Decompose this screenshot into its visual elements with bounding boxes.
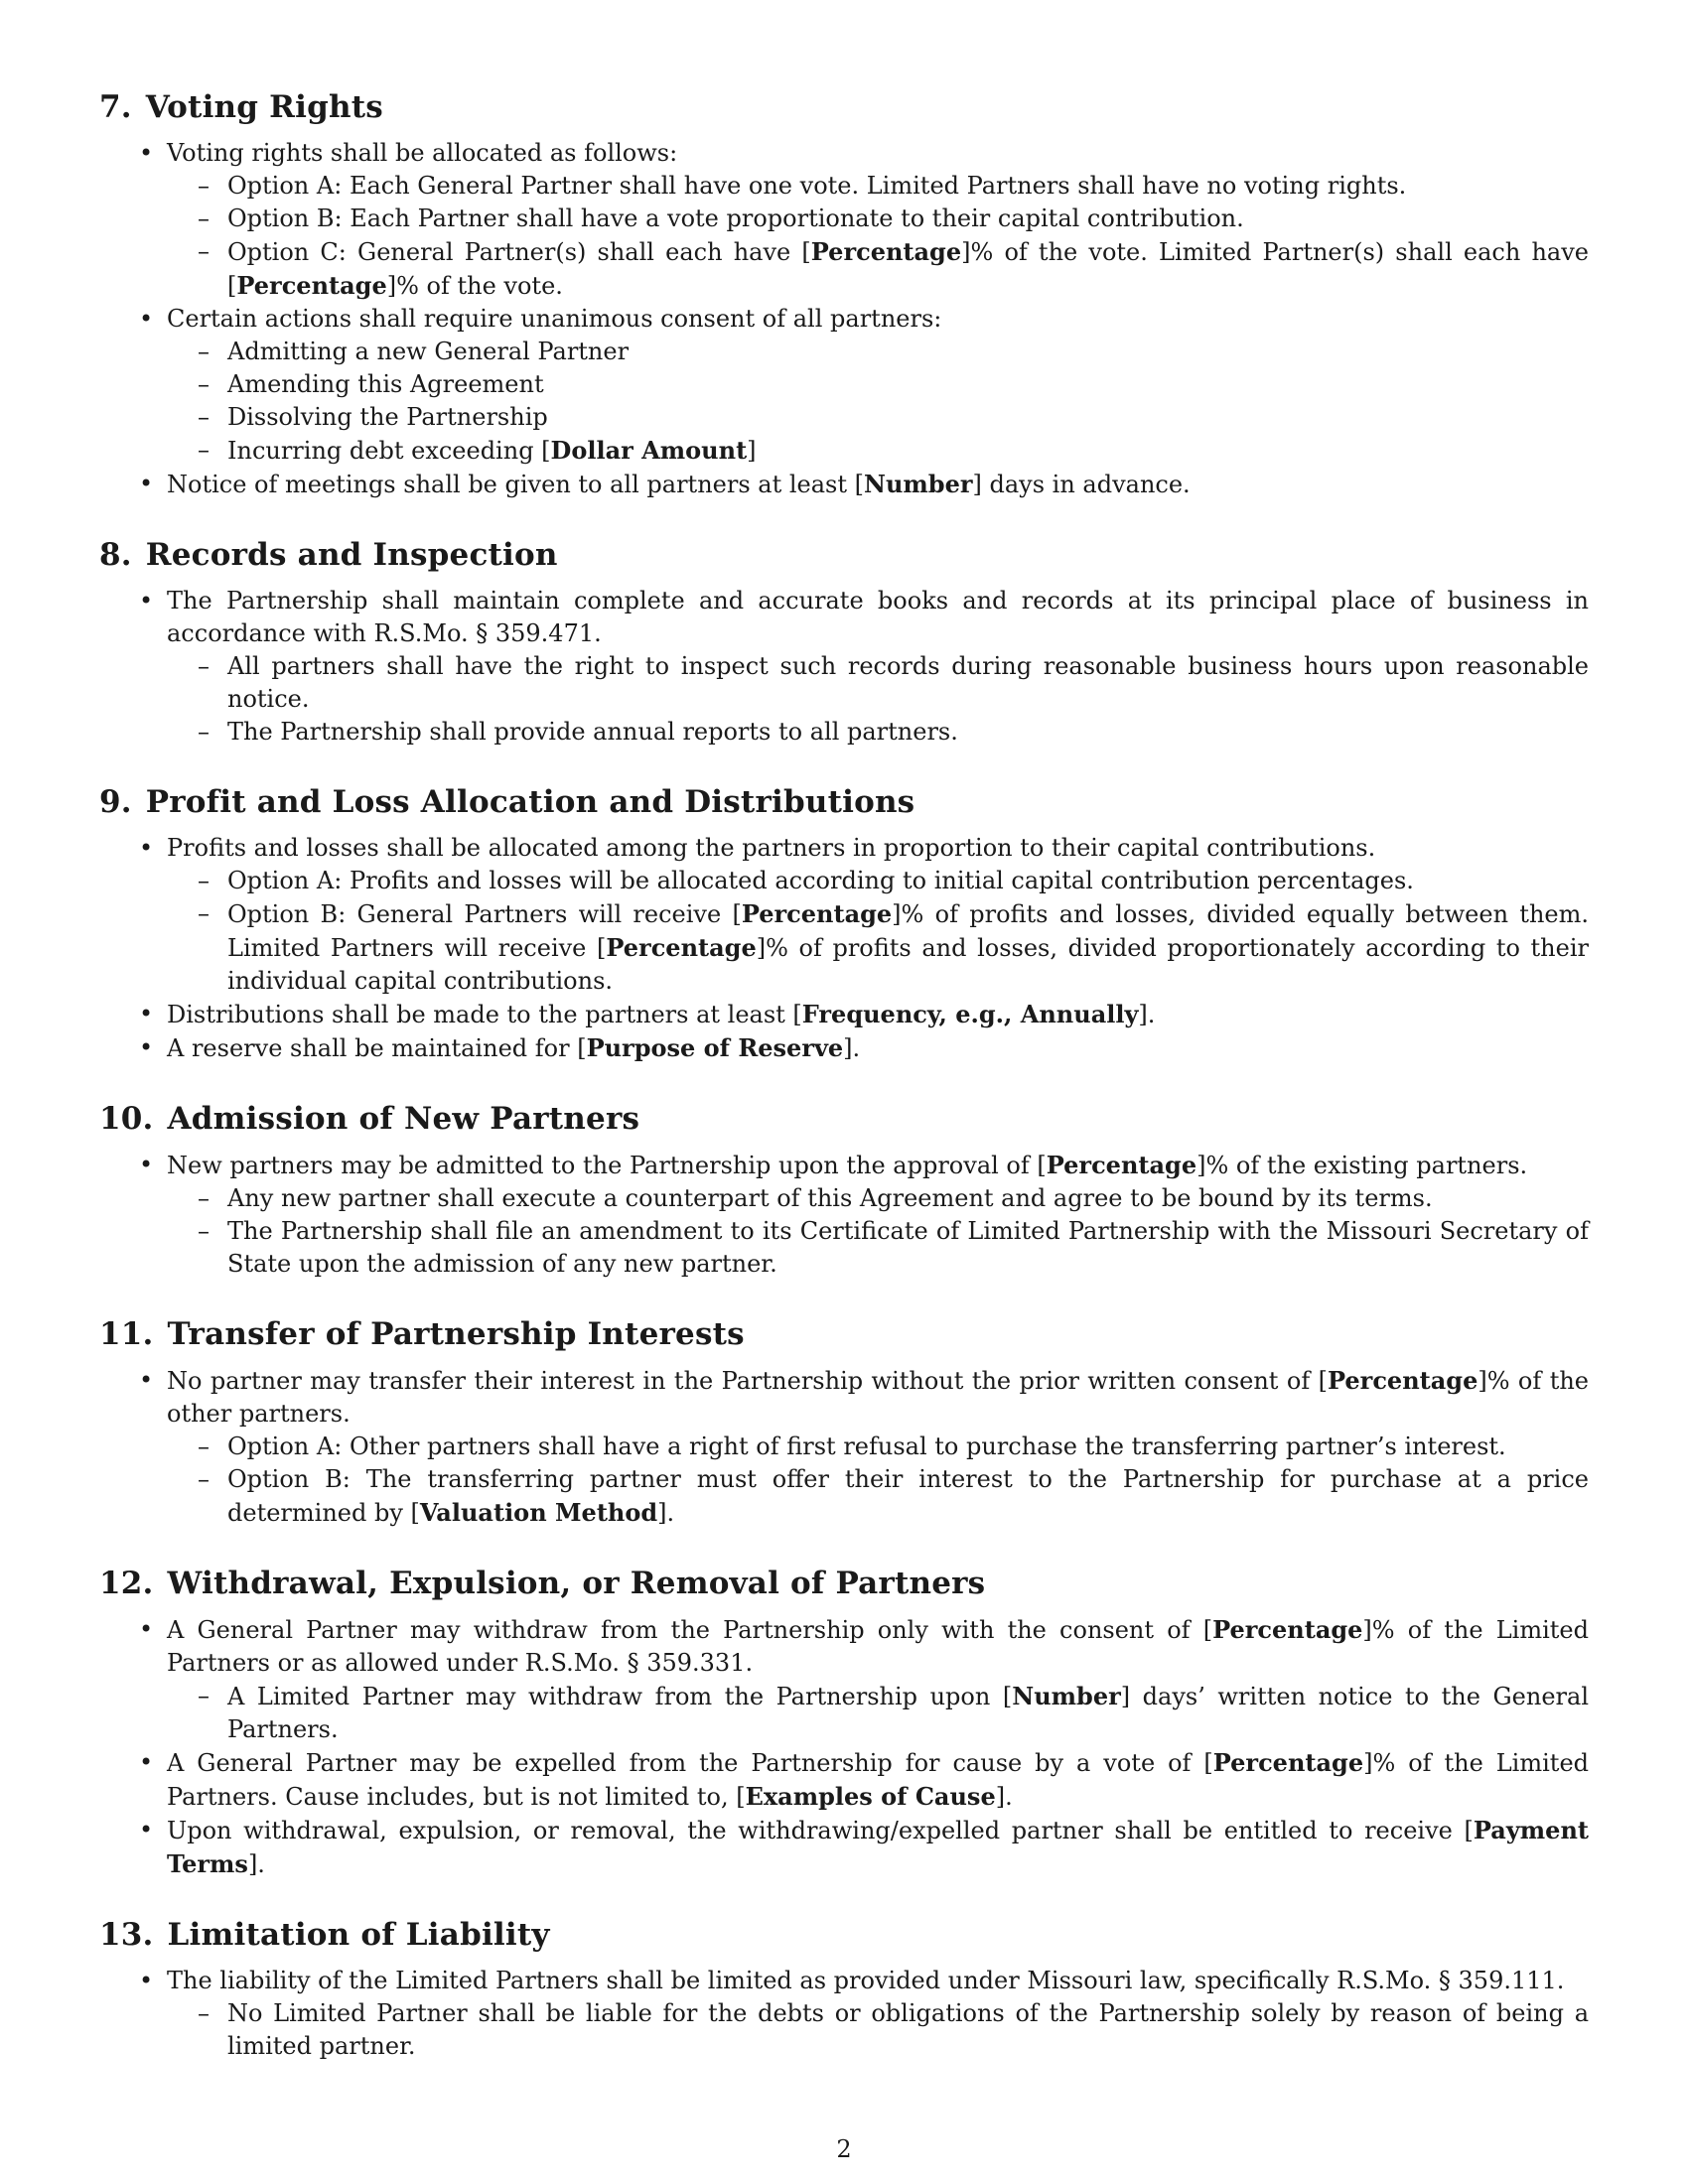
text-run: ]. [247, 1850, 265, 1878]
sub-list [167, 1431, 1589, 1530]
section-title: Profit and Loss Allocation and Distributions [145, 784, 915, 820]
text-run: Notice of meetings shall be given to all partners at least [ [167, 471, 864, 498]
document-body [99, 87, 1589, 2097]
sub-item [227, 235, 1589, 303]
bullet-list [99, 832, 1589, 1065]
section-heading [99, 782, 1589, 822]
text-run: ]% of the vote. Limited Partner(s) shall each have [ [227, 238, 1590, 300]
placeholder-field: Number [864, 470, 973, 498]
text-run: A General Partner may be expelled from the Partnership for cause by a vote of [ [167, 1749, 1213, 1777]
text-run: ]. [843, 1034, 861, 1062]
section-7 [99, 87, 1589, 501]
text-run: Certain actions shall require unanimous consent of all partners: [167, 305, 942, 333]
bullet-item [167, 1613, 1589, 1746]
section-number: 10. [99, 1101, 154, 1137]
bullet-text [167, 1152, 1527, 1179]
sub-list [167, 865, 1589, 998]
sub-item [227, 1182, 1589, 1215]
text-run: ]% of profits and losses, divided equally between them. Limited Partners will receive [ [227, 900, 1589, 962]
placeholder-field: Percentage [236, 271, 387, 300]
text-run: Option C: General Partner(s) shall each have [ [227, 238, 811, 266]
bullet-text [167, 1817, 1589, 1878]
bullet-text [167, 1616, 1589, 1677]
text-run: ]% of the Limited Partners or as allowed under R.S.Mo. § 359.331. [167, 1616, 1590, 1677]
section-number: 13. [99, 1917, 154, 1953]
text-run: Profits and losses shall be allocated among the partners in proportion to their capital contributions. [167, 834, 1376, 862]
bullet-item [167, 1149, 1589, 1281]
bullet-item [167, 303, 1589, 468]
section-title: Withdrawal, Expulsion, or Removal of Partners [167, 1566, 986, 1601]
text-run: ]% of profits and losses, divided proportionately according to their individual capital contributions. [227, 934, 1589, 995]
section-heading [99, 535, 1589, 575]
bullet-item [167, 468, 1589, 501]
placeholder-field: Percentage [1046, 1151, 1197, 1179]
text-run: All partners shall have the right to inspect such records during reasonable business hours upon reasonable notice. [227, 652, 1589, 713]
text-run: No partner may transfer their interest in the Partnership without the prior written consent of [ [167, 1367, 1328, 1395]
placeholder-field: Percentage [606, 933, 757, 962]
text-run: Option B: Each Partner shall have a vote proportionate to their capital contribution. [227, 205, 1244, 232]
text-run: The Partnership shall maintain complete and accurate books and records at its principal place of business in accordance with R.S.Mo. § 359.471. [167, 587, 1589, 647]
text-run: ]. [1138, 1001, 1156, 1028]
text-run: ]% of the existing partners. [1196, 1152, 1528, 1179]
text-run: Option B: The transferring partner must offer their interest to the Partnership for purchase at a price determined by [ [227, 1465, 1589, 1527]
text-run: ] days in advance. [972, 471, 1191, 498]
section-heading [99, 1314, 1589, 1354]
sub-list [167, 1182, 1589, 1281]
placeholder-field: Percentage [1212, 1748, 1364, 1777]
bullet-text [167, 834, 1375, 862]
text-run: ]. [657, 1499, 675, 1527]
placeholder-field: Frequency, e.g., Annually [801, 1000, 1139, 1028]
text-run: A General Partner may withdraw from the Partnership only with the consent of [ [167, 1616, 1213, 1644]
page-number: 2 [836, 2135, 852, 2163]
bullet-item [167, 1364, 1589, 1530]
text-run: ]% of the other partners. [167, 1367, 1589, 1428]
section-title: Records and Inspection [145, 537, 558, 573]
bullet-text [167, 139, 677, 167]
placeholder-field: Dollar Amount [550, 436, 748, 465]
text-run: Incurring debt exceeding [ [227, 437, 551, 465]
section-number: 7. [99, 89, 132, 125]
text-run: A reserve shall be maintained for [ [167, 1034, 587, 1062]
section-12 [99, 1564, 1589, 1881]
bullet-item [167, 1965, 1589, 2063]
text-run: Option B: General Partners will receive [ [227, 900, 742, 928]
placeholder-field: Purpose of Reserve [586, 1033, 844, 1062]
sub-list [167, 170, 1589, 303]
text-run: ]. [995, 1783, 1013, 1811]
bullet-list [99, 585, 1589, 749]
text-run: ]% of the Limited Partners. Cause includes, but is not limited to, [ [167, 1749, 1590, 1811]
bullet-text [167, 471, 1191, 498]
bullet-list [99, 1364, 1589, 1530]
placeholder-field: Percentage [1212, 1615, 1363, 1644]
sub-item [227, 1215, 1589, 1281]
sub-item [227, 1431, 1589, 1463]
bullet-item [167, 998, 1589, 1031]
section-title: Admission of New Partners [167, 1101, 640, 1137]
text-run: Voting rights shall be allocated as follows: [167, 139, 678, 167]
section-heading [99, 87, 1589, 127]
text-run: ] days’ written notice to the General Partners. [227, 1683, 1589, 1743]
sub-item [227, 650, 1589, 716]
bullet-list [99, 1965, 1589, 2063]
bullet-item [167, 1031, 1589, 1065]
text-run: Dissolving the Partnership [227, 403, 548, 431]
section-number: 8. [99, 537, 132, 573]
bullet-item [167, 832, 1589, 998]
sub-item [227, 368, 1589, 401]
sub-list [167, 650, 1589, 749]
sub-item [227, 434, 1589, 468]
section-title: Limitation of Liability [167, 1917, 550, 1953]
section-number: 11. [99, 1316, 154, 1352]
text-run: Option A: Profits and losses will be allocated according to initial capital contribution percentages. [227, 867, 1414, 894]
bullet-list [99, 1613, 1589, 1881]
placeholder-field: Payment Terms [167, 1816, 1589, 1878]
placeholder-field: Percentage [741, 899, 893, 928]
bullet-text [167, 587, 1589, 647]
placeholder-field: Examples of Cause [745, 1782, 996, 1811]
bullet-item [167, 1746, 1589, 1814]
bullet-text [167, 1967, 1564, 1994]
text-run: A Limited Partner may withdraw from the Partnership upon [ [227, 1683, 1013, 1710]
sub-item [227, 203, 1589, 235]
section-title: Transfer of Partnership Interests [167, 1316, 745, 1352]
section-title: Voting Rights [145, 89, 383, 125]
bullet-text [167, 1001, 1155, 1028]
text-run: No Limited Partner shall be liable for the debts or obligations of the Partnership solely by reason of being a limited partner. [227, 1999, 1589, 2060]
sub-item [227, 170, 1589, 203]
section-heading [99, 1915, 1589, 1955]
sub-item [227, 1680, 1589, 1746]
sub-item [227, 897, 1589, 998]
section-10 [99, 1099, 1589, 1281]
section-heading [99, 1564, 1589, 1603]
bullet-list [99, 137, 1589, 501]
placeholder-field: Number [1012, 1682, 1121, 1710]
sub-item [227, 1997, 1589, 2063]
bullet-list [99, 1149, 1589, 1281]
section-number: 12. [99, 1566, 154, 1601]
text-run: ]% of the vote. [386, 272, 563, 300]
text-run: Amending this Agreement [227, 370, 544, 398]
text-run: Admitting a new General Partner [227, 338, 630, 365]
text-run: Upon withdrawal, expulsion, or removal, the withdrawing/expelled partner shall be entitled to receive [ [167, 1817, 1474, 1844]
text-run: The Partnership shall file an amendment to its Certificate of Limited Partnership with the Missouri Secretary of State upon the admission of any new partner. [227, 1217, 1589, 1278]
bullet-item [167, 585, 1589, 749]
bullet-item [167, 137, 1589, 303]
sub-list [167, 336, 1589, 468]
bullet-text [167, 1034, 860, 1062]
placeholder-field: Valuation Method [419, 1498, 658, 1527]
sub-item [227, 716, 1589, 749]
text-run: Any new partner shall execute a counterpart of this Agreement and agree to be bound by its terms. [227, 1184, 1433, 1212]
section-11 [99, 1314, 1589, 1530]
text-run: Option A: Each General Partner shall have one vote. Limited Partners shall have no voting rights. [227, 172, 1407, 200]
bullet-text [167, 1749, 1589, 1811]
placeholder-field: Percentage [810, 237, 962, 266]
text-run: The Partnership shall provide annual reports to all partners. [227, 718, 958, 746]
section-9 [99, 782, 1589, 1065]
sub-item [227, 865, 1589, 897]
section-13 [99, 1915, 1589, 2063]
bullet-item [167, 1814, 1589, 1881]
section-heading [99, 1099, 1589, 1139]
bullet-text [167, 1367, 1589, 1428]
text-run: The liability of the Limited Partners shall be limited as provided under Missouri law, specifically R.S.Mo. § 359.111. [167, 1967, 1565, 1994]
text-run: Option A: Other partners shall have a right of first refusal to purchase the transferring partner’s interest. [227, 1433, 1506, 1460]
placeholder-field: Percentage [1328, 1366, 1478, 1395]
sub-list [167, 1997, 1589, 2063]
bullet-text [167, 305, 941, 333]
sub-item [227, 336, 1589, 368]
sub-list [167, 1680, 1589, 1746]
text-run: New partners may be admitted to the Partnership upon the approval of [ [167, 1152, 1047, 1179]
text-run: ] [747, 437, 757, 465]
section-number: 9. [99, 784, 132, 820]
text-run: Distributions shall be made to the partners at least [ [167, 1001, 802, 1028]
section-8 [99, 535, 1589, 749]
sub-item [227, 1463, 1589, 1530]
sub-item [227, 401, 1589, 434]
